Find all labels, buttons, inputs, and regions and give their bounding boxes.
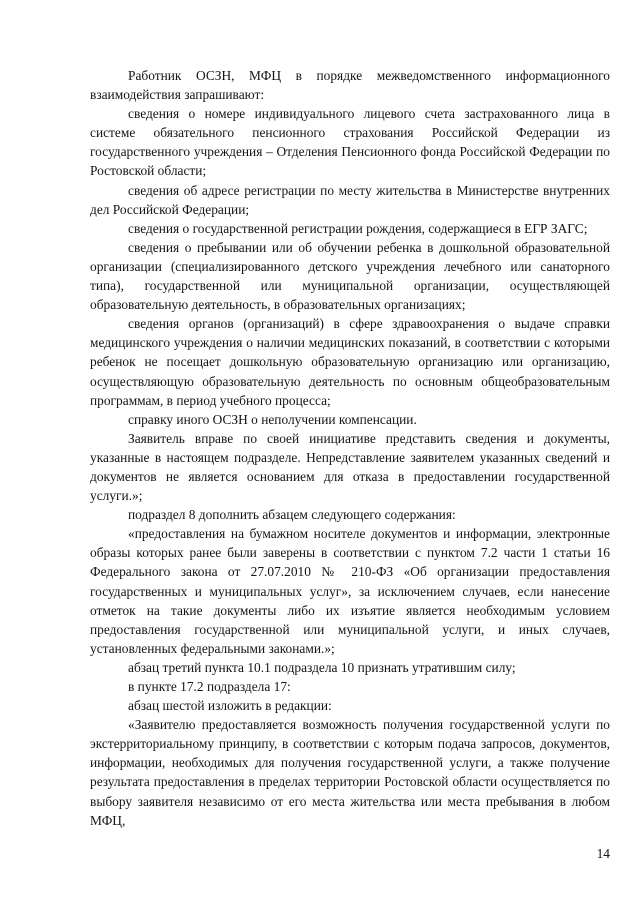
paragraph-other-oszn-certificate: справку иного ОСЗН о неполучении компенсации. <box>128 411 417 427</box>
paragraph-preschool-attendance: сведения о пребывании или об обучении ребенка в дошкольной образовательной организации (специализированного детского учреждения лечебного или санаторного типа), государственной или муниципальной организации, осуществляющей образовательную деятельность, в образовательных организациях; <box>90 239 610 313</box>
document-body <box>90 66 610 830</box>
paragraph-clause-17-2: в пункте 17.2 подраздела 17: <box>128 679 291 694</box>
paragraph-subsection-8: подраздел 8 дополнить абзацем следующего содержания: <box>128 507 456 523</box>
paragraph-pension-account: сведения о номере индивидуального лицевого счета застрахованного лица в системе обязательного пенсионного страхования Российской Федерации из государственного учреждения – Отделения Пенсионного фонда Российской Федерации по Ростовской области; <box>90 106 610 179</box>
paragraph-extraterritorial: «Заявителю предоставляется возможность получения государственной услуги по экстерриториальному принципу, в соответствии с которым подача запросов, документов, информации, необходимых для получения государственной услуги, а также получение результата предоставления в пределах территории Ростовской области осуществляется по выбору заявителя независимо от его места жительства или места пребывания в любом МФЦ, <box>90 717 610 828</box>
page-number: 14 <box>596 846 610 861</box>
paragraph-sixth-abzac: абзац шестой изложить в редакции: <box>128 698 332 714</box>
paragraph-paper-documents: «предоставления на бумажном носителе документов и информации, электронные образы которых ранее были заверены в соответствии с пунктом 7.2 части 1 статьи 16 Федерального закона от 27.07.2010 № 210-ФЗ «Об организации предоставления государственных и муниципальных услуг», за исключением случаев, если нанесение отметок на такие документы либо их изъятие является необходимым условием предоставления государственной или муниципальной услуги, и иных случаев, установленных федеральными законами.»; <box>90 526 610 656</box>
paragraph-birth-registration: сведения о государственной регистрации рождения, содержащиеся в ЕГР ЗАГС; <box>128 220 588 236</box>
paragraph-clause-10-1: абзац третий пункта 10.1 подраздела 10 признать утратившим силу; <box>128 659 516 675</box>
paragraph-registration-address: сведения об адресе регистрации по месту жительства в Министерстве внутренних дел Российской Федерации; <box>90 182 610 217</box>
paragraph-applicant-right: Заявитель вправе по своей инициативе представить сведения и документы, указанные в настоящем подразделе. Непредставление заявителем указанных сведений и документов не является основанием для отказа в предоставлении государственной услуги.»; <box>90 430 610 504</box>
paragraph-request-intro: Работник ОСЗН, МФЦ в порядке межведомственного информационного взаимодействия запрашивают: <box>90 68 610 103</box>
paragraph-medical-certificate: сведения органов (организаций) в сфере здравоохранения о выдаче справки медицинского учреждения о наличии медицинских показаний, в соответствии с которыми ребенок не посещает дошкольную образовательную организацию или организацию, осуществляющую образовательную деятельность по основным общеобразовательным программам, в период учебного процесса; <box>90 316 610 408</box>
